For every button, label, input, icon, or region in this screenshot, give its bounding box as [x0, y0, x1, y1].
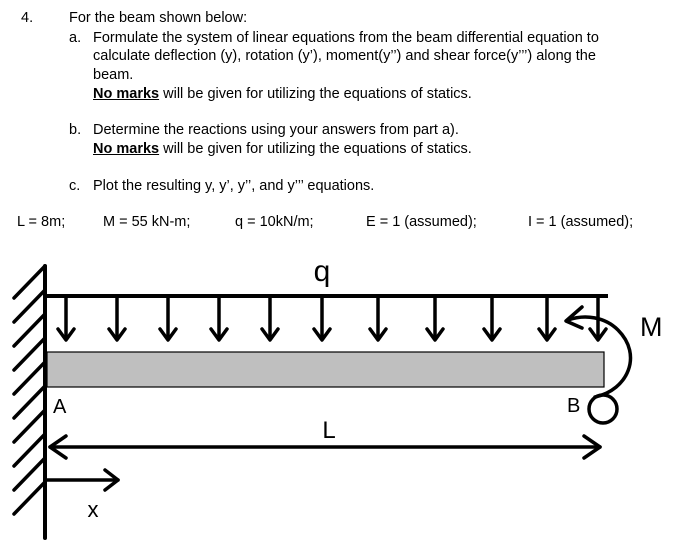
no-marks-rest: will be given for utilizing the equations of statics.: [159, 86, 472, 102]
x-axis-arrow: [45, 470, 118, 490]
no-marks-emphasis: No marks: [93, 86, 160, 102]
load-arrow: [211, 296, 227, 340]
support-a-label: A: [53, 396, 67, 418]
param-length: L = 8m;: [17, 214, 66, 230]
point-b-circle: [589, 395, 617, 423]
load-arrow: [539, 296, 555, 340]
param-load: q = 10kN/m;: [235, 214, 314, 230]
no-marks-emphasis: No marks: [93, 141, 160, 157]
part-c-line-1: Plot the resulting y, y’, y’’, and y’’’ equations.: [93, 178, 375, 194]
param-moment: M = 55 kN-m;: [103, 214, 191, 230]
moment-label: M: [640, 312, 663, 342]
load-arrow: [370, 296, 386, 340]
load-arrow: [262, 296, 278, 340]
load-arrow: [160, 296, 176, 340]
load-arrow: [484, 296, 500, 340]
load-label: q: [313, 255, 331, 288]
load-arrow: [314, 296, 330, 340]
load-arrow: [427, 296, 443, 340]
part-a-marker: a.: [69, 30, 82, 46]
length-label: L: [322, 417, 336, 444]
part-b-line-1: Determine the reactions using your answers from part a).: [93, 122, 459, 138]
load-arrow: [58, 296, 74, 340]
part-a-line-3: beam.: [93, 67, 134, 83]
param-modulus: E = 1 (assumed);: [366, 214, 477, 230]
distributed-load-arrows: [58, 296, 606, 340]
fixed-support-wall: [14, 266, 45, 538]
param-inertia: I = 1 (assumed);: [528, 214, 634, 230]
part-b-marker: b.: [69, 122, 82, 138]
no-marks-rest: will be given for utilizing the equations of statics.: [159, 141, 472, 157]
beam: [47, 352, 604, 387]
question-intro: For the beam shown below:: [69, 10, 248, 26]
question-number: 4.: [21, 10, 34, 26]
part-a-line-1: Formulate the system of linear equations from the beam differential equation to: [93, 30, 599, 46]
x-axis-label: x: [87, 497, 99, 522]
load-arrow: [109, 296, 125, 340]
point-b-label: B: [567, 395, 581, 417]
part-c-marker: c.: [69, 178, 81, 194]
part-a-line-2: calculate deflection (y), rotation (y’), moment(y’’) and shear force(y’’’) along the: [93, 48, 596, 64]
